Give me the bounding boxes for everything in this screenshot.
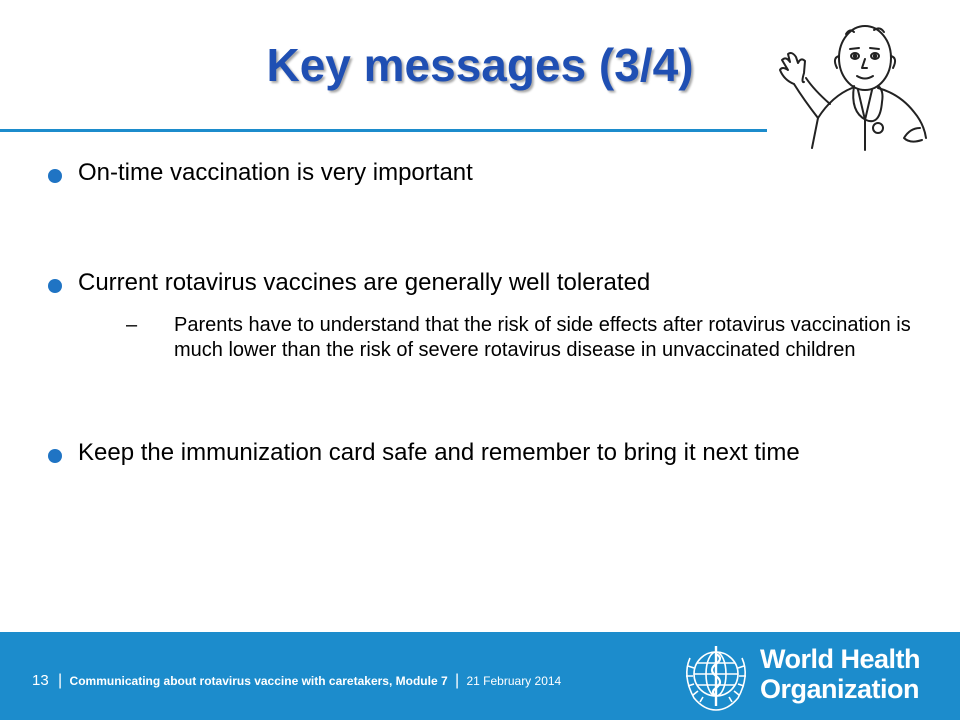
who-wordmark bbox=[760, 644, 920, 704]
slide-title: Key messages (3/4) bbox=[266, 39, 694, 91]
doctor-with-stethoscope-icon bbox=[770, 12, 955, 152]
sub-bullet-text: Parents have to understand that the risk of side effects after rotavirus vaccination is much lower than the risk of severe rotavirus disease in unvaccinated children bbox=[174, 314, 911, 361]
bullet-dot bbox=[48, 279, 62, 293]
who-name-line1: World Health bbox=[760, 644, 921, 674]
footer-module-text: Communicating about rotavirus vaccine with caretakers, Module 7 bbox=[69, 674, 448, 688]
bullet-text: On-time vaccination is very important bbox=[78, 159, 473, 186]
bullet-item bbox=[48, 436, 898, 469]
page-number: 13 bbox=[32, 672, 49, 689]
bullet-text: Current rotavirus vaccines are generally well tolerated bbox=[78, 269, 651, 296]
title-divider bbox=[0, 129, 767, 132]
footer-separator: | bbox=[454, 672, 460, 689]
footer-text bbox=[32, 672, 561, 690]
bullet-dot bbox=[48, 449, 62, 463]
sub-bullet-item bbox=[126, 313, 934, 363]
footer-separator: | bbox=[58, 672, 63, 689]
bullet-item bbox=[48, 266, 898, 299]
who-name-line2: Organization bbox=[760, 674, 920, 704]
bullet-dot bbox=[48, 169, 62, 183]
who-emblem-icon bbox=[676, 636, 756, 716]
bullet-item bbox=[48, 156, 898, 189]
footer-bar bbox=[0, 632, 960, 720]
bullet-text: Keep the immunization card safe and remember to bring it next time bbox=[78, 439, 800, 466]
footer-date: 21 February 2014 bbox=[466, 674, 562, 688]
sub-bullet-dash: – bbox=[126, 314, 138, 336]
